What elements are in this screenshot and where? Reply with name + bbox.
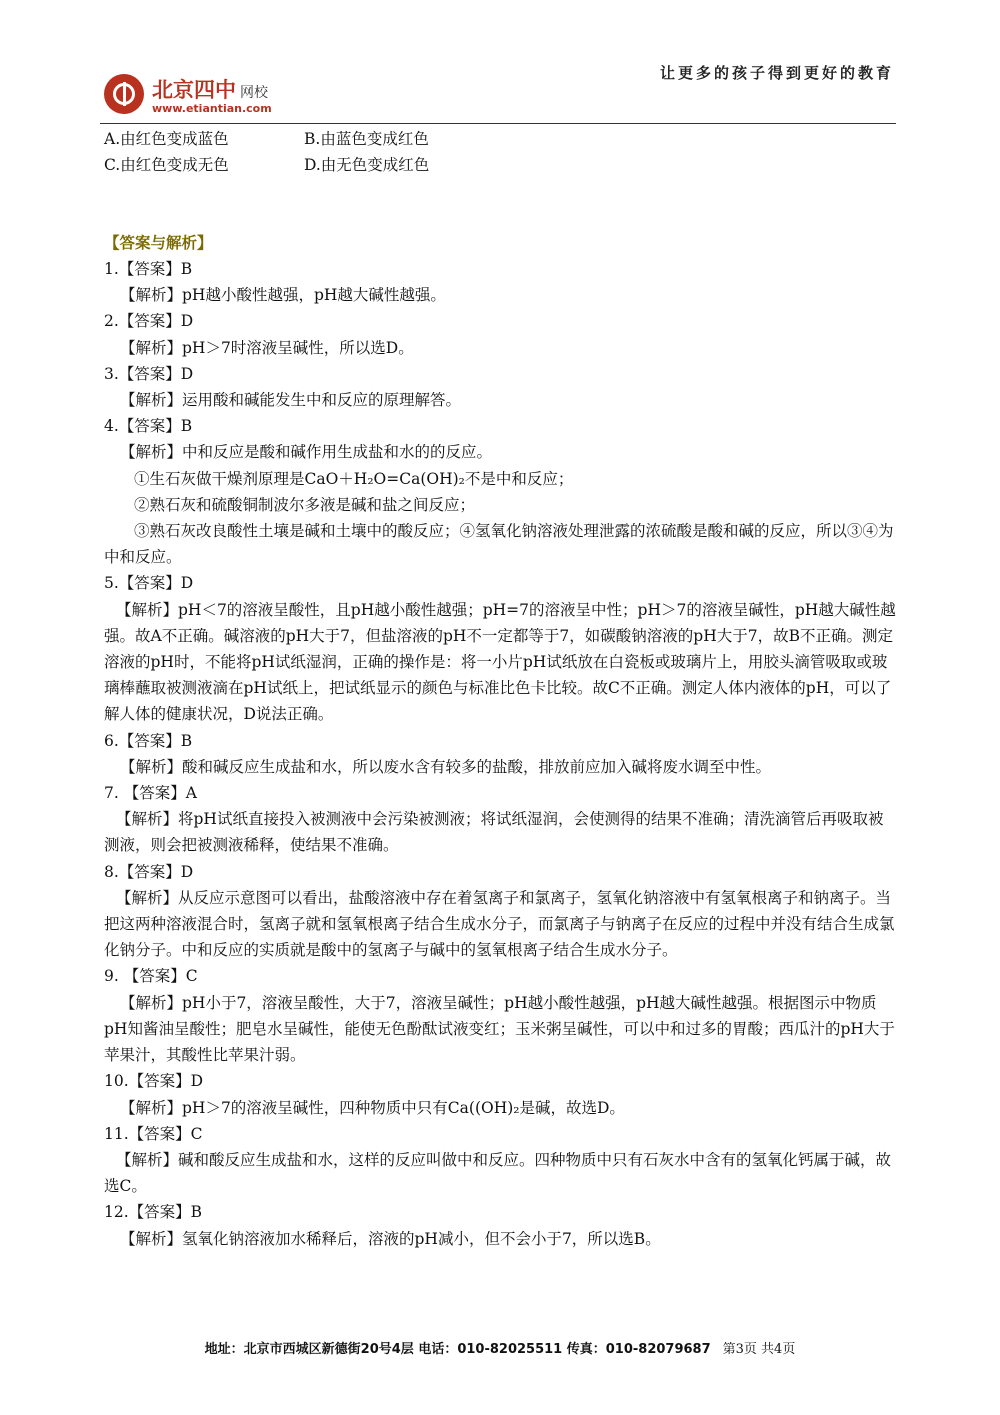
option-row — [104, 126, 904, 152]
logo-emblem-icon — [104, 74, 144, 114]
page-header — [100, 56, 896, 126]
answer-label: 2.【答案】D — [104, 312, 194, 331]
section-title: 【答案与解析】 — [104, 234, 213, 252]
answer-label: 1.【答案】B — [104, 260, 193, 278]
answer-label: 7. 【答案】A — [104, 784, 197, 803]
explanation: 【解析】碱和酸反应生成盐和水，这样的反应叫做中和反应。四种物质中只有石灰水中含有的氢氧化钙属于碱，故选C。 — [104, 1150, 892, 1196]
explanation-point: ③熟石灰改良酸性土壤是碱和土壤中的酸反应；④氢氧化钠溶液处理泄露的浓硫酸是酸和碱的反应，所以③④为中和反应。 — [104, 522, 894, 567]
answer-label: 11.【答案】C — [104, 1124, 203, 1143]
logo-name: 北京四中 网校 — [152, 78, 268, 102]
explanation: 【解析】pH小于7，溶液呈酸性，大于7，溶液呈碱性；pH越小酸性越强，pH越大碱性越强。根据图示中物质pH知酱油呈酸性；肥皂水呈碱性，能使无色酚酞试液变红；玉米粥呈碱性，可以中和过多的胃酸；西瓜汁的pH大于苹果汁，其酸性比苹果汁弱。 — [104, 993, 895, 1065]
answer-label: 3.【答案】D — [104, 364, 194, 383]
answer-label: 12.【答案】B — [104, 1203, 203, 1222]
answer-label: 10.【答案】D — [104, 1072, 204, 1091]
option-c: C.由红色变成无色 — [104, 156, 229, 174]
header-divider — [100, 123, 896, 124]
answer-label: 4.【答案】B — [104, 417, 193, 436]
footer-address: 地址：北京市西城区新德街20号4层 电话：010-82025511 传真：010-82079687 — [204, 1342, 711, 1357]
explanation-point: ②熟石灰和硫酸铜制波尔多液是碱和盐之间反应； — [134, 495, 476, 514]
header-slogan: 让更多的孩子得到更好的教育 — [659, 64, 894, 82]
logo-url: www.etiantian.com — [152, 102, 272, 115]
explanation-point: ①生石灰做干燥剂原理是CaO＋H₂O=Ca(OH)₂不是中和反应； — [134, 469, 574, 488]
option-b: B.由蓝色变成红色 — [304, 130, 429, 148]
explanation: 【解析】将pH试纸直接投入被测液中会污染被测液；将试纸湿润，会使测得的结果不准确；清洗滴管后再吸取被测液，则会把被测液稀释，使结果不准确。 — [104, 810, 884, 855]
document-body — [104, 126, 904, 1252]
answer-label: 9. 【答案】C — [104, 967, 198, 986]
option-a: A.由红色变成蓝色 — [104, 130, 229, 148]
answer-label: 5.【答案】D — [104, 574, 194, 593]
explanation: 【解析】pH越小酸性越强，pH越大碱性越强。 — [120, 286, 446, 305]
answer-label: 8.【答案】D — [104, 862, 194, 881]
option-d: D.由无色变成红色 — [304, 156, 430, 174]
page-number: 第3页 共4页 — [722, 1342, 796, 1357]
explanation: 【解析】运用酸和碱能发生中和反应的原理解答。 — [120, 391, 462, 410]
page-footer — [0, 1338, 1000, 1357]
explanation: 【解析】酸和碱反应生成盐和水，所以废水含有较多的盐酸，排放前应加入碱将废水调至中性。 — [120, 757, 772, 776]
explanation: 【解析】氢氧化钠溶液加水稀释后，溶液的pH减小，但不会小于7，所以选B。 — [120, 1229, 661, 1248]
explanation: 【解析】中和反应是酸和碱作用生成盐和水的的反应。 — [120, 443, 493, 462]
explanation: 【解析】从反应示意图可以看出，盐酸溶液中存在着氢离子和氯离子，氢氧化钠溶液中有氢氧根离子和钠离子。当把这两种溶液混合时，氢离子就和氢氧根离子结合生成水分子，而氯离子与钠离子在反应的过程中并没有结合生成氯化钠分子。中和反应的实质就是酸中的氢离子与碱中的氢氧根离子结合生成水分子。 — [104, 888, 895, 960]
school-logo[interactable] — [100, 74, 300, 120]
explanation: 【解析】pH＞7时溶液呈碱性，所以选D。 — [120, 338, 414, 357]
explanation: 【解析】pH＜7的溶液呈酸性，且pH越小酸性越强；pH=7的溶液呈中性；pH＞7的溶液呈碱性，pH越大碱性越强。故A不正确。碱溶液的pH大于7，但盐溶液的pH不一定都等于7，如碳酸钠溶液的pH大于7，故B不正确。测定溶液的pH时，不能将pH试纸湿润，正确的操作是：将一小片pH试纸放在白瓷板或玻璃片上，用胶头滴管吸取或玻璃棒蘸取被测液滴在pH试纸上，把试纸显示的颜色与标准比色卡比较。故C不正确。测定人体内液体的pH，可以了解人体的健康状况，D说法正确。 — [104, 600, 896, 724]
answer-label: 6.【答案】B — [104, 731, 193, 750]
explanation: 【解析】pH＞7的溶液呈碱性，四种物质中只有Ca((OH)₂是碱，故选D。 — [120, 1098, 625, 1117]
option-row — [104, 152, 904, 178]
